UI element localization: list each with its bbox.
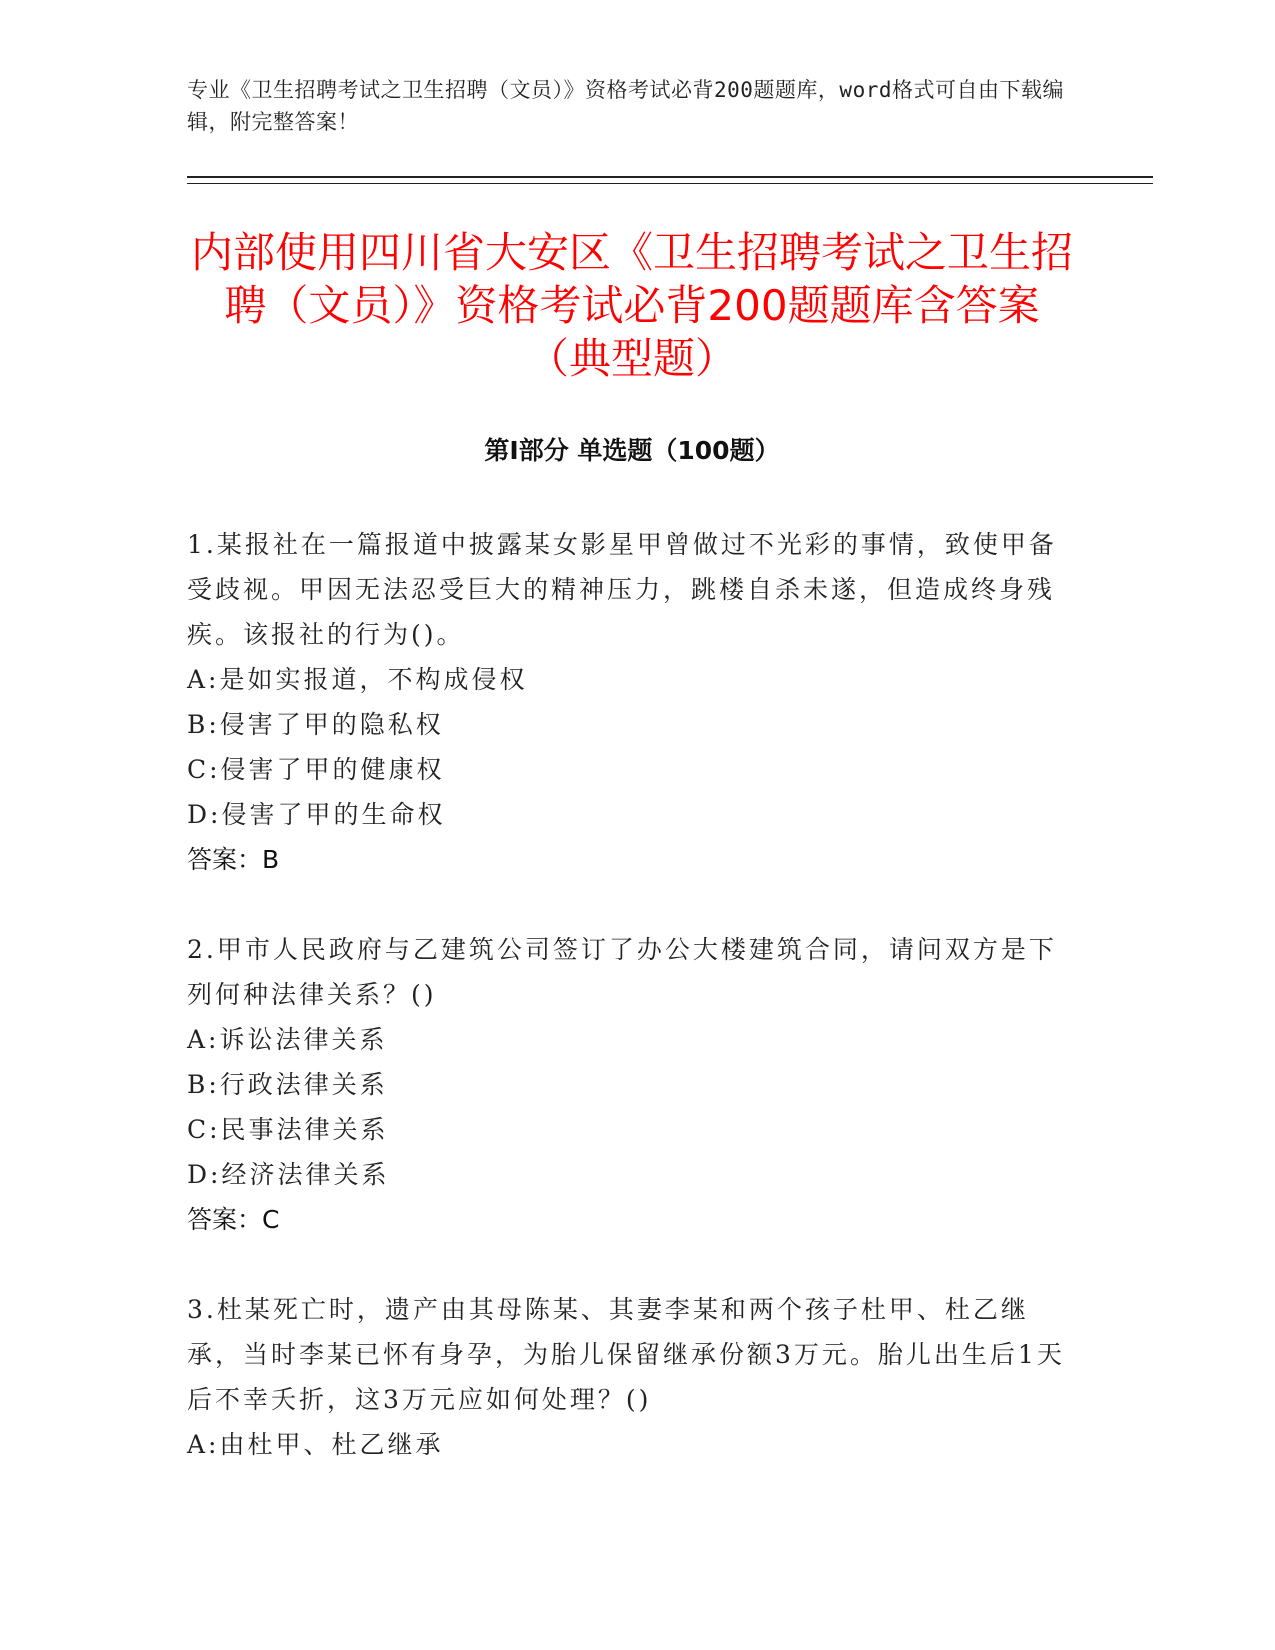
answer: 答案：B (187, 845, 280, 874)
option-c: C:民事法律关系 (187, 1115, 389, 1144)
option-c: C:侵害了甲的健康权 (187, 755, 445, 784)
option-a: A:是如实报道，不构成侵权 (187, 665, 528, 694)
header-divider-thin (187, 183, 1153, 184)
option-b: B:侵害了甲的隐私权 (187, 710, 444, 739)
section-title: 第Ⅰ部分 单选题（100题） (484, 436, 780, 465)
question-2 (187, 927, 1067, 1242)
question-stem: 3.杜某死亡时，遗产由其母陈某、其妻李某和两个孩子杜甲、杜乙继承，当时李某已怀有身孕，为胎儿保留继承份额3万元。胎儿出生后1天后不幸夭折，这3万元应如何处理？() (187, 1295, 1065, 1414)
option-b: B:行政法律关系 (187, 1070, 388, 1099)
header-note: 专业《卫生招聘考试之卫生招聘（文员）》资格考试必背200题题库，word格式可自由下载编辑，附完整答案！ (187, 78, 1064, 134)
option-a: A:诉讼法律关系 (187, 1025, 388, 1054)
question-1 (187, 522, 1067, 882)
question-stem: 1.某报社在一篇报道中披露某女影星甲曾做过不光彩的事情，致使甲备受歧视。甲因无法忍受巨大的精神压力，跳楼自杀未遂，但造成终身残疾。该报社的行为()。 (187, 530, 1057, 649)
question-3 (187, 1287, 1067, 1467)
question-stem: 2.甲市人民政府与乙建筑公司签订了办公大楼建筑合同，请问双方是下列何种法律关系？() (187, 935, 1057, 1009)
option-d: D:侵害了甲的生命权 (187, 800, 446, 829)
option-a: A:由杜甲、杜乙继承 (187, 1430, 444, 1459)
document-title: 内部使用四川省大安区《卫生招聘考试之卫生招聘（文员）》资格考试必背200题题库含答案（典型题） (190, 228, 1073, 383)
option-d: D:经济法律关系 (187, 1160, 390, 1189)
question-list (187, 522, 1067, 1512)
header-divider-thick (187, 176, 1153, 178)
answer: 答案：C (187, 1205, 280, 1234)
